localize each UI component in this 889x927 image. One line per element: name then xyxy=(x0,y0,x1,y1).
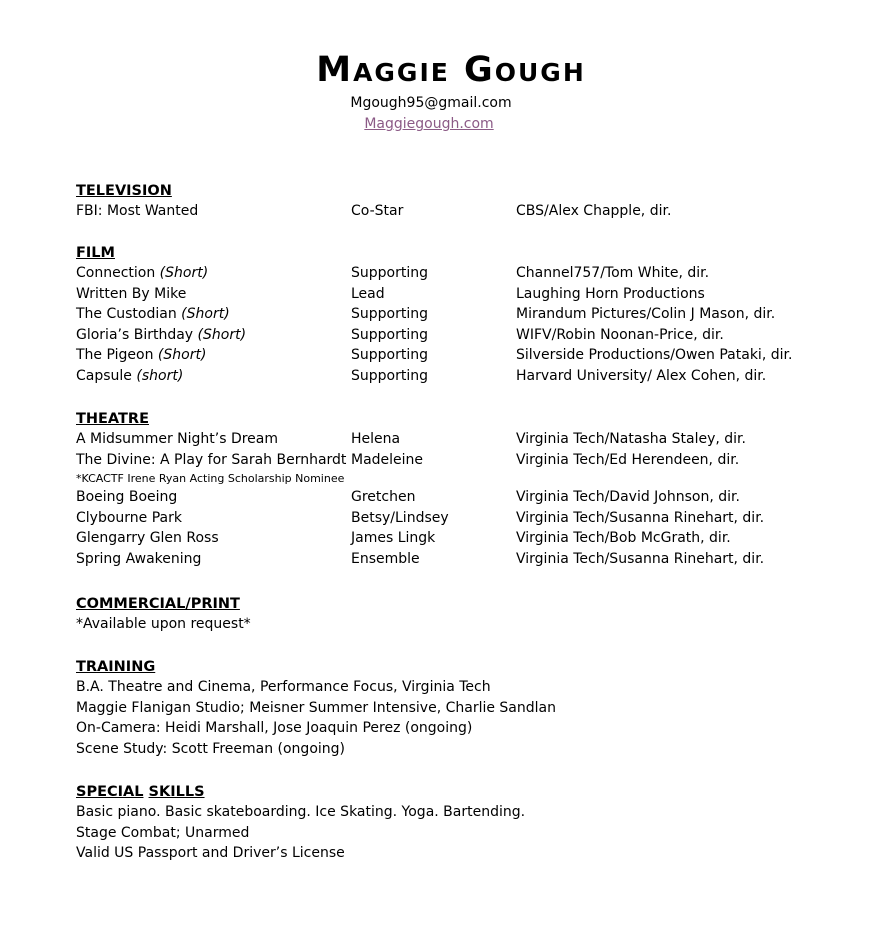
credit-company: Mirandum Pictures/Colin J Mason, dir. xyxy=(516,306,776,323)
credit-company: Harvard University/ Alex Cohen, dir. xyxy=(516,367,767,384)
credit-title: A Midsummer Night’s Dream xyxy=(76,431,279,447)
section-theatre xyxy=(76,409,856,570)
credit-company: CBS/Alex Chapple, dir. xyxy=(516,203,672,219)
credit-title: FBI: Most Wanted xyxy=(76,203,199,219)
credit-company: Virginia Tech/Natasha Staley, dir. xyxy=(516,431,746,447)
credit-row xyxy=(76,450,856,471)
credit-role: Supporting xyxy=(351,367,428,384)
credit-role: Supporting xyxy=(351,306,428,323)
section-television xyxy=(76,181,856,222)
credit-row xyxy=(76,284,856,305)
credit-title: Gloria’s Birthday (Short) xyxy=(76,326,247,343)
credit-role: Co-Star xyxy=(351,203,404,219)
credit-title: Glengarry Glen Ross xyxy=(76,530,219,547)
training-item: Scene Study: Scott Freeman (ongoing) xyxy=(76,740,345,757)
credit-role: Betsy/Lindsey xyxy=(351,509,449,526)
credit-row xyxy=(76,325,856,346)
credit-qualifier: (Short) xyxy=(157,347,207,364)
credit-title: The Custodian (Short) xyxy=(76,306,230,323)
credit-company: Laughing Horn Productions xyxy=(516,285,705,302)
credit-company: WIFV/Robin Noonan-Price, dir. xyxy=(516,326,724,343)
credit-row xyxy=(76,201,856,222)
credit-qualifier: (Short) xyxy=(159,265,209,281)
credit-title: Clybourne Park xyxy=(76,509,182,526)
credit-company: Virginia Tech/David Johnson, dir. xyxy=(516,489,740,506)
credit-row xyxy=(76,429,856,450)
section-special-skills xyxy=(76,782,856,864)
section-training xyxy=(76,657,856,759)
training-item: On-Camera: Heidi Marshall, Jose Joaquin Perez (ongoing) xyxy=(76,720,473,737)
skill-item: Stage Combat; Unarmed xyxy=(76,824,250,841)
credit-role: James Lingk xyxy=(351,530,436,547)
section-heading-television: TELEVISION xyxy=(76,183,172,199)
credit-qualifier: (Short) xyxy=(197,326,247,343)
section-heading-training: TRAINING xyxy=(76,659,156,675)
credit-row xyxy=(76,487,856,508)
credit-title: Connection (Short) xyxy=(76,265,209,281)
credit-title: Written By Mike xyxy=(76,285,187,302)
section-commercial-print xyxy=(76,594,856,635)
section-heading-special-skills: SPECIAL SKILLS xyxy=(76,784,205,800)
website-link[interactable]: Maggiegough.com xyxy=(364,116,494,132)
credit-role: Ensemble xyxy=(351,550,420,567)
skill-item: Valid US Passport and Driver’s License xyxy=(76,845,345,862)
credit-title: Capsule (short) xyxy=(76,367,184,384)
credit-company: Silverside Productions/Owen Pataki, dir. xyxy=(516,347,793,364)
credit-row xyxy=(76,304,856,325)
credit-row xyxy=(76,366,856,387)
contact-email[interactable]: Mgough95@gmail.com xyxy=(350,95,512,111)
credit-company: Virginia Tech/Susanna Rinehart, dir. xyxy=(516,509,765,526)
credit-row xyxy=(76,508,856,529)
award-note xyxy=(76,470,856,487)
credit-role: Supporting xyxy=(351,347,428,364)
training-item: B.A. Theatre and Cinema, Performance Focus, Virginia Tech xyxy=(76,679,491,695)
credit-role: Helena xyxy=(351,431,401,447)
credit-role: Supporting xyxy=(351,326,428,343)
credit-row xyxy=(76,263,856,284)
credit-company: Virginia Tech/Ed Herendeen, dir. xyxy=(516,451,740,468)
credit-row xyxy=(76,549,856,570)
credit-row xyxy=(76,345,856,366)
credit-qualifier: (short) xyxy=(136,367,184,384)
award-note-text: *KCACTF Irene Ryan Acting Scholarship Nominee xyxy=(76,472,345,486)
credit-title: The Divine: A Play for Sarah Bernhardt xyxy=(76,451,347,468)
credit-role: Madeleine xyxy=(351,451,424,468)
section-heading-film: FILM xyxy=(76,245,115,261)
credit-role: Supporting xyxy=(351,265,428,281)
credit-role: Lead xyxy=(351,285,385,302)
credit-row xyxy=(76,528,856,549)
credit-title: Boeing Boeing xyxy=(76,489,178,506)
training-item: Maggie Flanigan Studio; Meisner Summer Intensive, Charlie Sandlan xyxy=(76,699,556,716)
resume-name: Maggie Gough xyxy=(316,50,586,90)
credit-title: The Pigeon (Short) xyxy=(76,347,207,364)
section-film xyxy=(76,243,856,387)
credit-qualifier: (Short) xyxy=(181,306,230,323)
section-heading-theatre: THEATRE xyxy=(76,411,149,427)
credit-role: Gretchen xyxy=(351,489,416,506)
credit-company: Channel757/Tom White, dir. xyxy=(516,265,710,281)
credit-title: Spring Awakening xyxy=(76,550,202,567)
section-heading-commercial: COMMERCIAL/PRINT xyxy=(76,596,240,612)
skill-item: Basic piano. Basic skateboarding. Ice Skating. Yoga. Bartending. xyxy=(76,804,526,820)
commercial-note: *Available upon request* xyxy=(76,616,251,632)
credit-company: Virginia Tech/Susanna Rinehart, dir. xyxy=(516,550,765,567)
credit-company: Virginia Tech/Bob McGrath, dir. xyxy=(516,530,731,547)
